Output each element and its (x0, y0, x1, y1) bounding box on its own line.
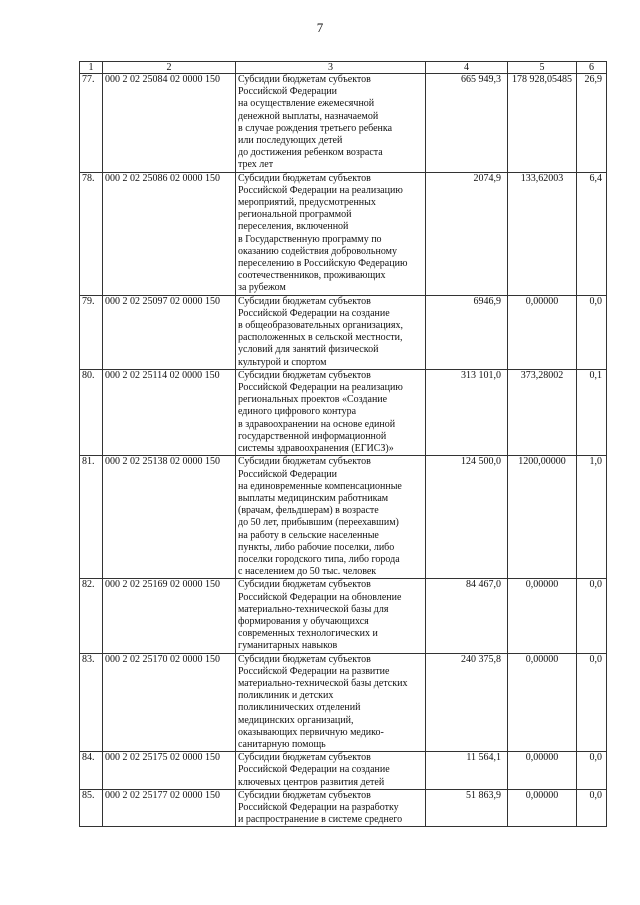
description-line: Субсидии бюджетам субъектов (238, 295, 371, 307)
percent-cell: 0,0 (577, 579, 607, 653)
column-header: 5 (508, 62, 577, 74)
description-line: в здравоохранении на основе единой (238, 418, 396, 430)
page-number: 7 (316, 20, 324, 35)
row-number-cell: 82. (80, 579, 103, 653)
description-line: на единовременные компенсационные (238, 480, 402, 492)
executed-cell: 178 928,05485 (508, 74, 577, 173)
description-line: на работу в сельские населенные (238, 529, 379, 541)
table-row (80, 653, 607, 752)
description-line: и распространение в системе среднего (238, 814, 403, 826)
description-line: Российской Федерации (238, 468, 338, 480)
amount-cell: 84 467,0 (426, 579, 508, 653)
table-row (80, 295, 607, 369)
description-line: расположенных в сельской местности, (238, 332, 403, 344)
description-cell (236, 752, 426, 790)
description-cell (236, 172, 426, 295)
description-line: Российской Федерации (238, 86, 338, 98)
row-number-cell: 84. (80, 752, 103, 790)
description-line: поликлинических отделений (238, 702, 361, 714)
budget-code-cell: 000 2 02 25175 02 0000 150 (103, 752, 236, 790)
description-line: в случае рождения третьего ребенка (238, 122, 393, 134)
description-line: ключевых центров развития детей (238, 776, 385, 788)
description-line: соотечественников, проживающих (238, 270, 386, 282)
executed-cell: 1200,00000 (508, 456, 577, 579)
amount-cell: 240 375,8 (426, 653, 508, 752)
description-line: переселению в Российскую Федерацию (238, 258, 408, 270)
row-number-cell: 83. (80, 653, 103, 752)
description-line: региональной программой (238, 209, 352, 221)
amount-cell: 665 949,3 (426, 74, 508, 173)
executed-cell: 0,00000 (508, 579, 577, 653)
row-number-cell: 78. (80, 172, 103, 295)
percent-cell: 26,9 (577, 74, 607, 173)
description-cell (236, 74, 426, 173)
table-row (80, 369, 607, 455)
description-line: денежной выплаты, назначаемой (238, 110, 379, 122)
description-line: Российской Федерации на обновление (238, 591, 402, 603)
description-line: до достижения ребенком возраста (238, 147, 383, 159)
description-line: Российской Федерации на развитие (238, 665, 390, 677)
description-line: системы здравоохранения (ЕГИСЗ)» (238, 443, 394, 455)
executed-cell: 0,00000 (508, 295, 577, 369)
description-line: современных технологических и (238, 628, 378, 640)
budget-table (79, 61, 607, 827)
table-row (80, 789, 607, 827)
column-header: 6 (577, 62, 607, 74)
description-line: с населением до 50 тыс. человек (238, 566, 377, 578)
column-header: 1 (80, 62, 103, 74)
executed-cell: 373,28002 (508, 369, 577, 455)
description-line: Субсидии бюджетам субъектов (238, 653, 371, 665)
description-line: Субсидии бюджетам субъектов (238, 456, 371, 468)
description-line: региональных проектов «Создание (238, 394, 388, 406)
description-line: Российской Федерации на разработку (238, 801, 399, 813)
description-line: мероприятий, предусмотренных (238, 197, 376, 209)
description-line: поселки городского типа, либо города (238, 553, 400, 565)
description-line: Субсидии бюджетам субъектов (238, 789, 371, 801)
description-line: или последующих детей (238, 135, 343, 147)
budget-code-cell: 000 2 02 25138 02 0000 150 (103, 456, 236, 579)
description-cell (236, 579, 426, 653)
budget-code-cell: 000 2 02 25114 02 0000 150 (103, 369, 236, 455)
description-line: за рубежом (238, 282, 286, 294)
percent-cell: 1,0 (577, 456, 607, 579)
description-line: формирования у обучающихся (238, 615, 369, 627)
row-number-cell: 81. (80, 456, 103, 579)
description-cell (236, 456, 426, 579)
row-number-cell: 85. (80, 789, 103, 827)
amount-cell: 124 500,0 (426, 456, 508, 579)
description-cell (236, 653, 426, 752)
budget-code-cell: 000 2 02 25086 02 0000 150 (103, 172, 236, 295)
percent-cell: 0,0 (577, 295, 607, 369)
description-line: гуманитарных навыков (238, 640, 338, 652)
percent-cell: 0,1 (577, 369, 607, 455)
budget-code-cell: 000 2 02 25170 02 0000 150 (103, 653, 236, 752)
budget-code-cell: 000 2 02 25097 02 0000 150 (103, 295, 236, 369)
description-line: Российской Федерации на создание (238, 307, 390, 319)
description-line: (врачам, фельдшерам) в возрасте (238, 505, 379, 517)
percent-cell: 0,0 (577, 653, 607, 752)
percent-cell: 6,4 (577, 172, 607, 295)
description-cell (236, 295, 426, 369)
description-line: Субсидии бюджетам субъектов (238, 579, 371, 591)
description-cell (236, 369, 426, 455)
description-line: трех лет (238, 159, 274, 171)
description-line: Российской Федерации на реализацию (238, 382, 403, 394)
description-line: Субсидии бюджетам субъектов (238, 369, 371, 381)
description-line: оказанию содействия добровольному (238, 245, 397, 257)
table-header-row (80, 62, 607, 74)
description-line: выплаты медицинским работникам (238, 492, 389, 504)
amount-cell: 51 863,9 (426, 789, 508, 827)
table-body (80, 62, 607, 827)
executed-cell: 0,00000 (508, 653, 577, 752)
description-line: Российской Федерации на реализацию (238, 184, 403, 196)
description-line: до 50 лет, прибывшим (переехавшим) (238, 517, 399, 529)
amount-cell: 11 564,1 (426, 752, 508, 790)
description-line: Субсидии бюджетам субъектов (238, 74, 371, 85)
description-line: материально-технической базы для (238, 603, 389, 615)
column-header: 2 (103, 62, 236, 74)
description-line: Субсидии бюджетам субъектов (238, 752, 371, 764)
executed-cell: 0,00000 (508, 789, 577, 827)
table-row (80, 579, 607, 653)
description-line: оказывающих первичную медико- (238, 726, 384, 738)
percent-cell: 0,0 (577, 752, 607, 790)
row-number-cell: 80. (80, 369, 103, 455)
description-line: в общеобразовательных организациях, (238, 320, 403, 332)
executed-cell: 0,00000 (508, 752, 577, 790)
description-line: Российской Федерации на создание (238, 764, 390, 776)
executed-cell: 133,62003 (508, 172, 577, 295)
budget-code-cell: 000 2 02 25177 02 0000 150 (103, 789, 236, 827)
amount-cell: 313 101,0 (426, 369, 508, 455)
description-line: материально-технической базы детских (238, 677, 408, 689)
table-row (80, 74, 607, 173)
amount-cell: 2074,9 (426, 172, 508, 295)
description-line: санитарную помощь (238, 738, 326, 750)
amount-cell: 6946,9 (426, 295, 508, 369)
row-number-cell: 79. (80, 295, 103, 369)
table-row (80, 752, 607, 790)
description-line: переселения, включенной (238, 221, 349, 233)
percent-cell: 0,0 (577, 789, 607, 827)
description-line: единого цифрового контура (238, 406, 357, 418)
column-header: 4 (426, 62, 508, 74)
description-line: в Государственную программу по (238, 233, 382, 245)
description-line: государственной информационной (238, 430, 387, 442)
description-line: на осуществление ежемесячной (238, 98, 375, 110)
description-line: условий для занятий физической (238, 344, 379, 356)
description-line: поликлиник и детских (238, 690, 334, 702)
description-line: медицинских организаций, (238, 714, 354, 726)
description-line: пункты, либо рабочие поселки, либо (238, 541, 395, 553)
description-line: культурой и спортом (238, 356, 327, 368)
description-cell (236, 789, 426, 827)
column-header: 3 (236, 62, 426, 74)
table-row (80, 456, 607, 579)
description-line: Субсидии бюджетам субъектов (238, 172, 371, 184)
table-row (80, 172, 607, 295)
budget-code-cell: 000 2 02 25169 02 0000 150 (103, 579, 236, 653)
row-number-cell: 77. (80, 74, 103, 173)
budget-code-cell: 000 2 02 25084 02 0000 150 (103, 74, 236, 173)
